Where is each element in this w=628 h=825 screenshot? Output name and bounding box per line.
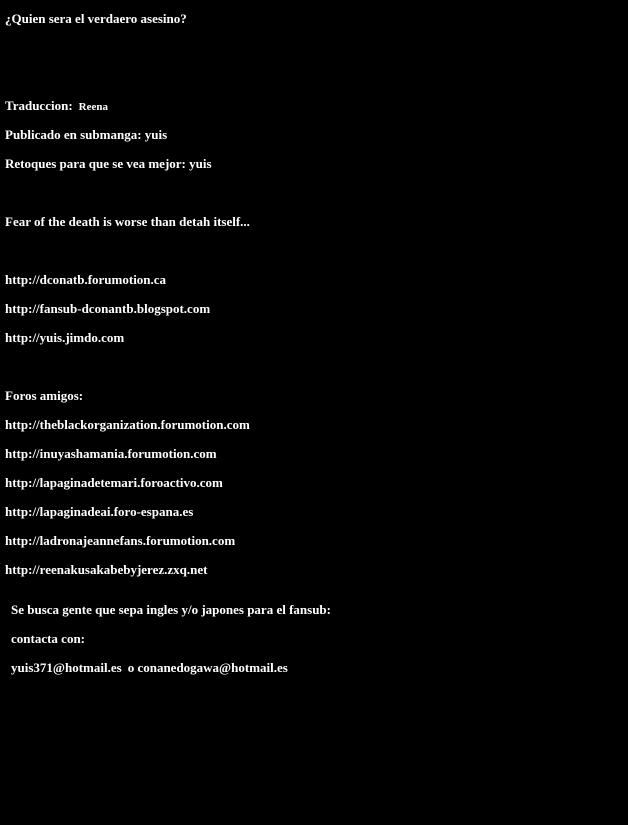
email-separator: o: [127, 660, 135, 675]
page-title: ¿Quien sera el verdaero asesino?: [5, 11, 187, 26]
translation-credit: [5, 98, 108, 115]
email-address: conanedogawa@hotmail.es: [137, 660, 288, 675]
friend-link: http://inuyashamania.forumotion.com: [5, 446, 217, 461]
own-link: http://fansub-dconantb.blogspot.com: [5, 301, 211, 316]
friend-link: http://theblackorganization.forumotion.com: [5, 417, 250, 432]
contact-label: contacta con:: [11, 631, 86, 646]
translator-name: Reena: [78, 101, 108, 113]
translation-label: Traduccion:: [5, 98, 73, 113]
own-link: http://yuis.jimdo.com: [5, 330, 125, 345]
retouch-credit: Retoques para que se vea mejor: yuis: [5, 156, 212, 171]
friends-heading: Foros amigos:: [5, 388, 84, 403]
published-credit: Publicado en submanga: yuis: [5, 127, 168, 142]
contact-emails: [11, 660, 288, 676]
quote: Fear of the death is worse than detah itself...: [5, 214, 250, 229]
friend-link: http://lapaginadeai.foro-espana.es: [5, 504, 194, 519]
friend-link: http://lapaginadetemari.foroactivo.com: [5, 475, 223, 490]
recruit-notice: Se busca gente que sepa ingles y/o japones para el fansub:: [11, 602, 331, 617]
friend-link: http://reenakusakabebyjerez.zxq.net: [5, 562, 208, 577]
friend-link: http://ladronajeannefans.forumotion.com: [5, 533, 236, 548]
email-address: yuis371@hotmail.es: [11, 660, 122, 675]
own-link: http://dconatb.forumotion.ca: [5, 272, 167, 287]
